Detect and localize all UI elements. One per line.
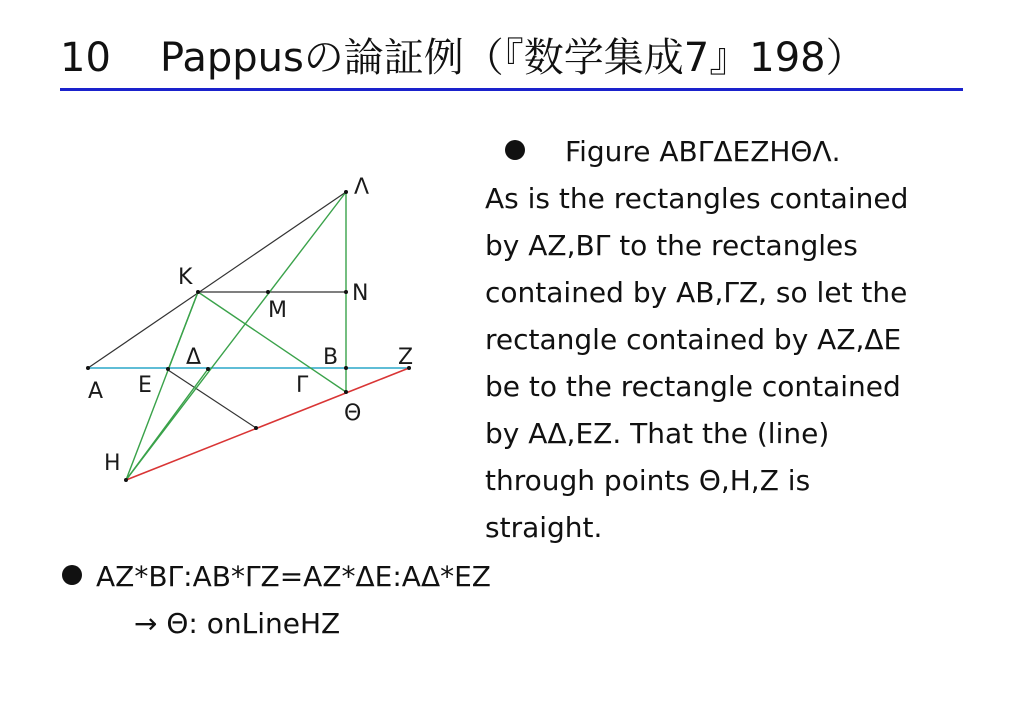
slide-number: 10 <box>60 35 111 81</box>
label-E: E <box>138 373 152 398</box>
page-title <box>60 30 866 86</box>
bullet-icon <box>505 140 525 160</box>
line-E-mid <box>168 370 256 428</box>
title-text: Pappusの論証例（『数学集成7』198） <box>160 35 866 81</box>
line-A-Lambda <box>88 192 346 368</box>
equation-line <box>62 553 491 600</box>
proposition-line-8: through points Θ,H,Z is <box>485 464 811 497</box>
label-M: M <box>268 298 287 323</box>
proposition-line-9: straight. <box>485 511 603 544</box>
proposition-line-3: by AZ,BΓ to the rectangles <box>485 229 858 262</box>
proposition-line-5: rectangle contained by AZ,ΔE <box>485 323 902 356</box>
title-underline <box>60 88 963 91</box>
label-B: B <box>323 345 339 370</box>
proposition-line-4: contained by AB,ΓZ, so let the <box>485 276 908 309</box>
conclusion <box>62 553 491 647</box>
bullet-icon <box>62 565 82 585</box>
equation-text: AZ*BΓ:AB*ΓZ=AZ*ΔE:AΔ*EZ <box>96 560 491 593</box>
label-Lambda: Λ <box>354 175 370 200</box>
label-N: N <box>352 281 369 306</box>
proposition-line-2: As is the rectangles contained <box>485 182 909 215</box>
proposition-line-1: Figure ABΓΔEZHΘΛ. <box>485 128 985 175</box>
geometry-diagram <box>70 170 430 510</box>
label-Delta: Δ <box>186 345 202 370</box>
label-Z: Z <box>398 345 414 370</box>
result-line: → Θ: onLineHZ <box>134 607 341 640</box>
label-K: K <box>178 265 193 290</box>
proposition-line-7: by AΔ,EZ. That the (line) <box>485 417 830 450</box>
label-A: A <box>88 379 104 404</box>
proposition-text <box>485 128 985 551</box>
proposition-line-6: be to the rectangle contained <box>485 370 901 403</box>
label-H: H <box>104 451 121 476</box>
label-Gamma: Γ <box>296 373 309 398</box>
label-Theta: Θ <box>344 401 362 426</box>
